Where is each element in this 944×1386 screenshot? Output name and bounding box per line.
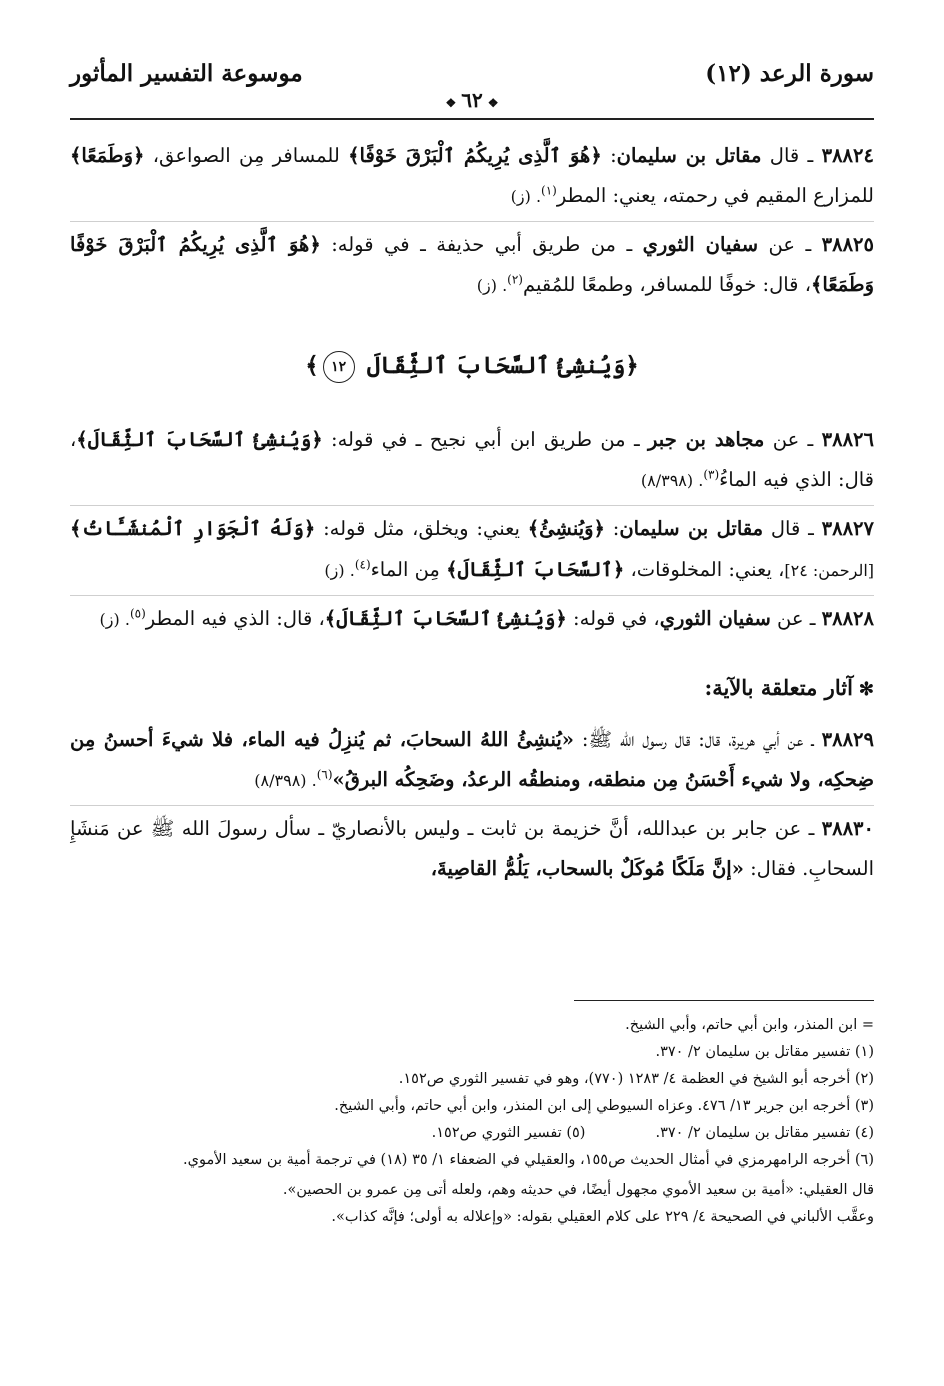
narration-text: ، قال: الذي فيه الماءُ — [70, 428, 874, 491]
narration-number: ٣٨٨٢٧ — [821, 517, 874, 540]
narration-38825 — [70, 225, 874, 306]
surah-title: سورة الرعد (١٢) — [705, 60, 874, 87]
narration-text: يعني: ويخلق، مثل قوله: — [315, 517, 528, 540]
paragraph-divider — [70, 221, 874, 222]
narrator-name: سفيان الثوري — [659, 607, 771, 630]
source-ref: . (ز) — [324, 561, 355, 580]
narration-number: ٣٨٨٢٨ — [821, 607, 874, 630]
narration-38824 — [70, 136, 874, 217]
source-ref: . (ز) — [99, 610, 130, 629]
footnote-2: (٢) أخرجه أبو الشيخ في العظمة ٤/ ١٢٨٣ (٧٧٠)، وهو في تفسير الثوري ص١٥٢. — [398, 1071, 874, 1087]
narration-text: ، قال: الذي فيه المطر — [145, 607, 325, 630]
narration-number: ٣٨٨٢٦ — [821, 428, 874, 451]
main-text — [70, 136, 874, 897]
narration-text: ـ عن جابر بن عبدالله، أنَّ خزيمة بن ثابت ـ وليس بالأنصاريّ ـ سأل رسولَ الله ﷺ عن مَنشَإِ السحابِ. فقال: — [70, 817, 874, 880]
narration-text: ـ من طريق ابن أبي نجيح ـ في قوله: — [322, 428, 649, 451]
narration-number: ٣٨٨٢٤ — [821, 144, 874, 167]
quran-quote: ﴿ٱلسَّحَابَ ٱلثِّقَالَ﴾ — [446, 558, 625, 581]
narrator-name: مجاهد بن جبر — [648, 428, 765, 451]
paragraph-divider — [70, 505, 874, 506]
quran-quote: ﴿وَيُنشِئُ ٱلسَّحَابَ ٱلثِّقَالَ﴾ — [324, 607, 567, 630]
narration-text: ـ عن — [764, 428, 822, 451]
section-heading — [70, 668, 874, 710]
narration-text: ـ من طريق أبي حذيفة ـ في قوله: — [320, 233, 643, 256]
narration-text: ـ عن — [770, 607, 822, 630]
page-number-block — [432, 88, 511, 112]
narration-text: ـ قال — [761, 144, 822, 167]
paragraph-divider — [70, 595, 874, 596]
footnote-4: (٤) تفسير مقاتل بن سليمان ٢/ ٣٧٠. — [655, 1125, 874, 1141]
footnotes — [70, 1012, 874, 1231]
narration-number: ٣٨٨٣٠ — [821, 817, 874, 840]
source-ref: . (ز) — [510, 187, 542, 206]
footnote-marker: (٥) — [129, 606, 146, 621]
footnote-6-note: وعقَّب الألباني في الصحيحة ٤/ ٢٢٩ على كلام العقيلي بقوله: «وإعلاله به أولى؛ فإنَّه كذاب». — [331, 1209, 874, 1225]
narrator-name: مقاتل بن سليمان — [619, 517, 764, 540]
footnote-marker: (٤) — [354, 557, 371, 572]
star-ornament-icon: ✻ — [858, 679, 874, 700]
footnote-6: (٦) أخرجه الرامهرمزي في أمثال الحديث ص١٥٥، والعقيلي في الضعفاء ١/ ٣٥ (١٨) في ترجمة أمية بن سعيد الأموي. — [183, 1152, 874, 1168]
book-title: موسوعة التفسير المأثور — [70, 60, 303, 87]
footnote-continuation: = ابن المنذر، وابن أبي حاتم، وأبي الشيخ. — [625, 1017, 874, 1033]
narration-text: ـ قال — [763, 517, 822, 540]
footnote-marker: (٦) — [316, 767, 333, 782]
footnote-6-note: قال العقيلي: «أمية بن سعيد الأموي مجهول أيضًا، في حديثه وهم، ولعله أتى مِن عمرو بن الحصين». — [282, 1182, 874, 1198]
source-ref: . (ز) — [476, 276, 508, 295]
narration-text: : — [604, 517, 620, 540]
surah-ref: [الرحمن: ٢٤] — [784, 561, 874, 580]
section-heading-text: آثار متعلقة بالآية: — [704, 675, 853, 700]
footnote-1: (١) تفسير مقاتل بن سليمان ٢/ ٣٧٠. — [655, 1044, 874, 1060]
footnote-separator — [574, 1000, 874, 1001]
quran-quote: ﴿هُوَ ٱلَّذِى يُرِيكُمُ ٱلْبَرْقَ خَوْفًا وَطَمَعًا﴾ — [70, 233, 874, 296]
narration-number: ٣٨٨٢٥ — [821, 233, 874, 256]
ayah-heading — [70, 346, 874, 386]
narration-text: ـ عن — [758, 233, 822, 256]
footnote-marker: (١) — [541, 183, 557, 198]
narrator-name: مقاتل بن سليمان — [616, 144, 762, 167]
footnote-marker: (٢) — [507, 272, 523, 287]
narration-38829 — [70, 720, 874, 801]
narration-text: ـ عن أبي هريرة، قال: قال رسول الله ﷺ: — [574, 728, 822, 751]
paragraph-divider — [70, 805, 874, 806]
ornament-icon: ❖ — [445, 96, 457, 110]
ayah-text: ﴿وَيُنشِئُ ٱلسَّحَابَ ٱلثِّقَالَ — [366, 352, 639, 379]
running-header — [70, 58, 874, 120]
narration-number: ٣٨٨٢٩ — [821, 728, 874, 751]
narration-text: ، قال: خوفًا للمسافر، وطمعًا للمُقيم — [522, 273, 811, 296]
narration-text: للمسافر مِن الصواعق، — [144, 144, 349, 167]
narration-38830 — [70, 809, 874, 889]
footnote-row — [70, 1120, 874, 1147]
ornament-icon: ❖ — [487, 96, 499, 110]
quran-quote: ﴿هُوَ ٱلَّذِى يُرِيكُمُ ٱلْبَرْقَ خَوْفًا﴾ — [348, 144, 602, 167]
quran-quote: ﴿وَيُنشِئُ ٱلسَّحَابَ ٱلثِّقَالَ﴾ — [76, 428, 323, 451]
hadith-quote: «يُنشِئُ اللهُ السحابَ، ثم يُنزِلُ فيه الماء، فلا شيءَ أحسنُ مِن ضِحكِه، ولا شيء أَحْسَنُ مِن منطقه، ومنطقُه الرعدُ، وضَحِكُه البرقُ» — [70, 728, 874, 791]
narration-text: للمزارع المقيم في رحمته، يعني: المطر — [556, 184, 874, 207]
ayah-number-icon: ١٢ — [323, 351, 355, 383]
ayah-close-bracket: ﴾ — [305, 352, 319, 379]
narration-text: ، يعني: المخلوقات، — [624, 558, 785, 581]
narration-text: ، في قوله: — [566, 607, 660, 630]
narration-38826 — [70, 420, 874, 501]
narrator-name: سفيان الثوري — [642, 233, 759, 256]
footnote-5: (٥) تفسير الثوري ص١٥٢. — [431, 1125, 586, 1141]
footnote-3: (٣) أخرجه ابن جرير ١٣/ ٤٧٦. وعزاه السيوطي إلى ابن المنذر، وابن أبي حاتم، وأبي الشيخ. — [334, 1098, 874, 1114]
page-number: ٦٢ — [461, 88, 483, 112]
quran-quote: ﴿وَيُنشِئُ﴾ — [527, 517, 605, 540]
narration-text: مِن الماء — [370, 558, 447, 581]
quran-quote: ﴿وَلَهُ ٱلْجَوَارِ ٱلْمُنشَـَٔاتُ﴾ — [70, 517, 316, 540]
footnote-marker: (٣) — [703, 467, 720, 482]
narration-text: : — [601, 144, 617, 167]
quran-quote: ﴿وَطَمَعًا﴾ — [70, 144, 145, 167]
hadith-quote: «إنَّ مَلَكًا مُوكَلٌ بالسحاب، يَلُمُّ القاصِيةَ، — [430, 857, 744, 880]
source-ref: . (٨/٣٩٨) — [254, 771, 317, 790]
source-ref: . (٨/٣٩٨) — [640, 471, 704, 490]
narration-38827 — [70, 509, 874, 591]
narration-38828 — [70, 599, 874, 640]
